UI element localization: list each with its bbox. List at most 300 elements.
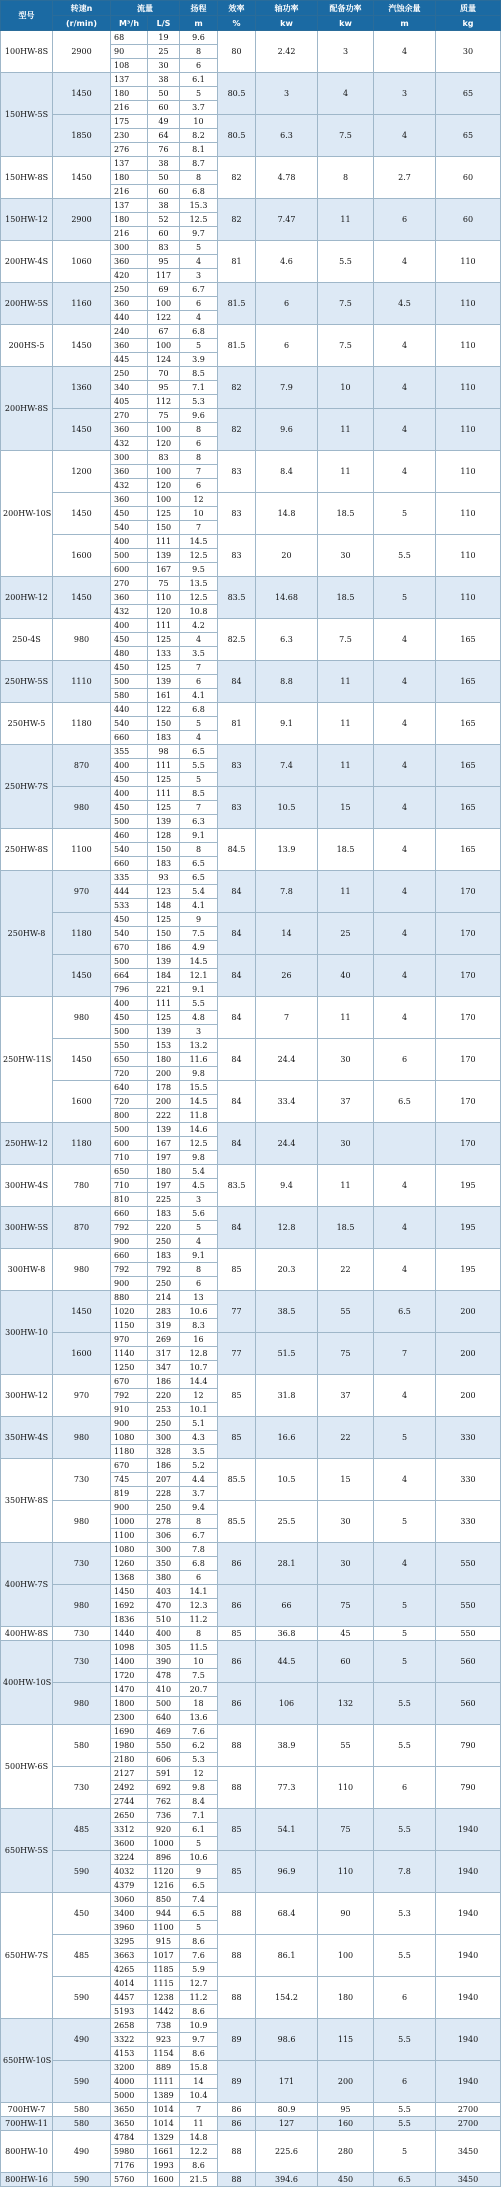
head-cell: 8.6 [180, 2005, 218, 2019]
table-row [1, 1291, 501, 1305]
flow-ls-cell: 124 [148, 353, 180, 367]
flow-ls-cell: 510 [148, 1613, 180, 1627]
flow-ls-cell: 896 [148, 1851, 180, 1865]
speed-cell: 1450 [53, 1039, 111, 1081]
flow-ls-cell: 738 [148, 2019, 180, 2033]
table-row [1, 1893, 501, 1907]
shaft-power-cell: 7.9 [256, 367, 318, 409]
weight-cell: 195 [436, 1249, 501, 1291]
npsh-cell: 4 [374, 703, 436, 745]
speed-cell: 590 [53, 2061, 111, 2103]
weight-cell: 195 [436, 1165, 501, 1207]
flow-ls-cell: 111 [148, 759, 180, 773]
motor-power-cell: 18.5 [318, 493, 374, 535]
head-cell: 8.5 [180, 367, 218, 381]
table-row [1, 1725, 501, 1739]
shaft-power-cell: 13.9 [256, 829, 318, 871]
head-cell: 6 [180, 1277, 218, 1291]
shaft-power-cell: 25.5 [256, 1501, 318, 1543]
header-weight: 质量 [436, 1, 501, 16]
head-cell: 15.3 [180, 199, 218, 213]
speed-cell: 580 [53, 2117, 111, 2131]
flow-ls-cell: 178 [148, 1081, 180, 1095]
head-cell: 6.8 [180, 703, 218, 717]
head-cell: 5.6 [180, 1207, 218, 1221]
flow-ls-cell: 125 [148, 913, 180, 927]
shaft-power-cell: 14 [256, 913, 318, 955]
flow-ls-cell: 93 [148, 871, 180, 885]
head-cell: 10.6 [180, 1851, 218, 1865]
head-cell: 13.6 [180, 1711, 218, 1725]
efficiency-cell: 86 [218, 2117, 256, 2131]
motor-power-cell: 55 [318, 1725, 374, 1767]
efficiency-cell: 88 [218, 1977, 256, 2019]
flow-ls-cell: 52 [148, 213, 180, 227]
head-cell: 8 [180, 1627, 218, 1641]
weight-cell: 1940 [436, 2019, 501, 2061]
head-cell: 3.5 [180, 647, 218, 661]
efficiency-cell: 84 [218, 913, 256, 955]
table-row [1, 1935, 501, 1949]
shaft-power-cell: 12.8 [256, 1207, 318, 1249]
flow-m3h-cell: 5193 [111, 2005, 148, 2019]
flow-m3h-cell: 660 [111, 1249, 148, 1263]
head-cell: 5 [180, 339, 218, 353]
head-cell: 5.1 [180, 1417, 218, 1431]
speed-cell: 580 [53, 1725, 111, 1767]
flow-ls-cell: 120 [148, 479, 180, 493]
flow-m3h-cell: 440 [111, 311, 148, 325]
speed-cell: 730 [53, 1459, 111, 1501]
shaft-power-cell: 54.1 [256, 1809, 318, 1851]
head-cell: 11 [180, 2117, 218, 2131]
flow-ls-cell: 920 [148, 1823, 180, 1837]
model-cell: 350HW-8S [1, 1459, 53, 1543]
flow-ls-cell: 591 [148, 1767, 180, 1781]
header-eff-unit: % [218, 16, 256, 31]
npsh-cell: 6 [374, 1039, 436, 1081]
flow-ls-cell: 400 [148, 1627, 180, 1641]
flow-m3h-cell: 2658 [111, 2019, 148, 2033]
flow-ls-cell: 75 [148, 409, 180, 423]
head-cell: 9.8 [180, 1151, 218, 1165]
flow-m3h-cell: 1260 [111, 1557, 148, 1571]
table-row [1, 115, 501, 129]
head-cell: 5 [180, 773, 218, 787]
table-row [1, 997, 501, 1011]
flow-ls-cell: 95 [148, 255, 180, 269]
weight-cell: 170 [436, 913, 501, 955]
efficiency-cell: 85 [218, 1851, 256, 1893]
flow-m3h-cell: 664 [111, 969, 148, 983]
head-cell: 13 [180, 1291, 218, 1305]
head-cell: 8.4 [180, 1795, 218, 1809]
flow-m3h-cell: 745 [111, 1473, 148, 1487]
efficiency-cell: 84 [218, 1081, 256, 1123]
efficiency-cell: 84 [218, 1123, 256, 1165]
speed-cell: 1450 [53, 577, 111, 619]
flow-ls-cell: 117 [148, 269, 180, 283]
motor-power-cell: 11 [318, 703, 374, 745]
speed-cell: 980 [53, 1501, 111, 1543]
motor-power-cell: 75 [318, 1333, 374, 1375]
npsh-cell: 4 [374, 913, 436, 955]
motor-power-cell: 18.5 [318, 829, 374, 871]
weight-cell: 170 [436, 997, 501, 1039]
motor-power-cell: 30 [318, 1501, 374, 1543]
table-body [1, 31, 501, 2187]
shaft-power-cell: 10.5 [256, 1459, 318, 1501]
flow-m3h-cell: 1470 [111, 1683, 148, 1697]
motor-power-cell: 95 [318, 2103, 374, 2117]
flow-m3h-cell: 405 [111, 395, 148, 409]
flow-m3h-cell: 137 [111, 157, 148, 171]
flow-ls-cell: 139 [148, 1123, 180, 1137]
flow-ls-cell: 923 [148, 2033, 180, 2047]
speed-cell: 1160 [53, 283, 111, 325]
head-cell: 8 [180, 451, 218, 465]
flow-m3h-cell: 240 [111, 325, 148, 339]
head-cell: 9.7 [180, 227, 218, 241]
weight-cell: 110 [436, 577, 501, 619]
efficiency-cell: 83 [218, 787, 256, 829]
head-cell: 6 [180, 1571, 218, 1585]
speed-cell: 580 [53, 2103, 111, 2117]
flow-ls-cell: 100 [148, 493, 180, 507]
shaft-power-cell: 86.1 [256, 1935, 318, 1977]
flow-ls-cell: 220 [148, 1221, 180, 1235]
shaft-power-cell: 80.9 [256, 2103, 318, 2117]
model-cell: 300HW-4S [1, 1165, 53, 1207]
weight-cell: 170 [436, 1123, 501, 1165]
model-cell: 400HW-7S [1, 1543, 53, 1627]
head-cell: 13.2 [180, 1039, 218, 1053]
npsh-cell: 7.8 [374, 1851, 436, 1893]
efficiency-cell: 86 [218, 1641, 256, 1683]
head-cell: 5 [180, 717, 218, 731]
flow-ls-cell: 347 [148, 1361, 180, 1375]
npsh-cell: 6 [374, 199, 436, 241]
efficiency-cell: 83 [218, 451, 256, 493]
weight-cell: 60 [436, 157, 501, 199]
head-cell: 14.4 [180, 1375, 218, 1389]
weight-cell: 60 [436, 199, 501, 241]
speed-cell: 490 [53, 2131, 111, 2173]
table-row [1, 745, 501, 759]
npsh-cell: 6.5 [374, 2173, 436, 2187]
head-cell: 8.7 [180, 157, 218, 171]
head-cell: 10 [180, 115, 218, 129]
table-row [1, 1585, 501, 1599]
head-cell: 9.8 [180, 1781, 218, 1795]
speed-cell: 980 [53, 997, 111, 1039]
weight-cell: 165 [436, 787, 501, 829]
head-cell: 5.3 [180, 1753, 218, 1767]
npsh-cell: 4 [374, 787, 436, 829]
weight-cell: 1940 [436, 1893, 501, 1935]
flow-m3h-cell: 1140 [111, 1347, 148, 1361]
flow-ls-cell: 1111 [148, 2075, 180, 2089]
efficiency-cell: 81.5 [218, 325, 256, 367]
head-cell: 5.3 [180, 395, 218, 409]
weight-cell: 110 [436, 283, 501, 325]
head-cell: 5.2 [180, 1459, 218, 1473]
head-cell: 6.2 [180, 1739, 218, 1753]
npsh-cell: 4 [374, 367, 436, 409]
speed-cell: 980 [53, 1585, 111, 1627]
speed-cell: 2900 [53, 199, 111, 241]
head-cell: 3 [180, 1025, 218, 1039]
flow-m3h-cell: 250 [111, 283, 148, 297]
flow-ls-cell: 300 [148, 1431, 180, 1445]
head-cell: 14.5 [180, 1095, 218, 1109]
weight-cell: 1940 [436, 1809, 501, 1851]
header-motor: 配备功率 [318, 1, 374, 16]
flow-m3h-cell: 796 [111, 983, 148, 997]
flow-m3h-cell: 1690 [111, 1725, 148, 1739]
efficiency-cell: 81.5 [218, 283, 256, 325]
flow-m3h-cell: 180 [111, 171, 148, 185]
weight-cell: 550 [436, 1543, 501, 1585]
flow-m3h-cell: 480 [111, 647, 148, 661]
flow-m3h-cell: 540 [111, 843, 148, 857]
model-cell: 400HW-8S [1, 1627, 53, 1641]
efficiency-cell: 88 [218, 1767, 256, 1809]
head-cell: 12.5 [180, 213, 218, 227]
efficiency-cell: 84 [218, 1207, 256, 1249]
flow-m3h-cell: 500 [111, 815, 148, 829]
head-cell: 8.2 [180, 129, 218, 143]
motor-power-cell: 11 [318, 409, 374, 451]
weight-cell: 110 [436, 409, 501, 451]
flow-ls-cell: 133 [148, 647, 180, 661]
speed-cell: 1600 [53, 1081, 111, 1123]
flow-m3h-cell: 4153 [111, 2047, 148, 2061]
weight-cell: 110 [436, 325, 501, 367]
flow-ls-cell: 76 [148, 143, 180, 157]
head-cell: 4.8 [180, 1011, 218, 1025]
flow-m3h-cell: 500 [111, 1025, 148, 1039]
shaft-power-cell: 68.4 [256, 1893, 318, 1935]
weight-cell: 165 [436, 829, 501, 871]
flow-ls-cell: 111 [148, 619, 180, 633]
motor-power-cell: 37 [318, 1081, 374, 1123]
flow-ls-cell: 139 [148, 815, 180, 829]
head-cell: 6.7 [180, 283, 218, 297]
table-row [1, 283, 501, 297]
flow-m3h-cell: 360 [111, 423, 148, 437]
head-cell: 9.4 [180, 1501, 218, 1515]
motor-power-cell: 3 [318, 31, 374, 73]
motor-power-cell: 22 [318, 1249, 374, 1291]
head-cell: 3 [180, 1193, 218, 1207]
npsh-cell: 4 [374, 871, 436, 913]
weight-cell: 330 [436, 1501, 501, 1543]
head-cell: 9.1 [180, 1249, 218, 1263]
weight-cell: 1940 [436, 2061, 501, 2103]
npsh-cell: 4 [374, 1375, 436, 1417]
weight-cell: 2700 [436, 2117, 501, 2131]
efficiency-cell: 86 [218, 2103, 256, 2117]
speed-cell: 1450 [53, 1291, 111, 1333]
flow-m3h-cell: 660 [111, 857, 148, 871]
flow-ls-cell: 49 [148, 115, 180, 129]
flow-ls-cell: 123 [148, 885, 180, 899]
speed-cell: 1450 [53, 325, 111, 367]
shaft-power-cell: 77.3 [256, 1767, 318, 1809]
head-cell: 6.7 [180, 1529, 218, 1543]
shaft-power-cell: 6 [256, 325, 318, 367]
efficiency-cell: 80.5 [218, 73, 256, 115]
head-cell: 5 [180, 241, 218, 255]
efficiency-cell: 82.5 [218, 619, 256, 661]
flow-ls-cell: 319 [148, 1319, 180, 1333]
head-cell: 3 [180, 269, 218, 283]
flow-ls-cell: 69 [148, 283, 180, 297]
flow-ls-cell: 125 [148, 801, 180, 815]
head-cell: 21.5 [180, 2173, 218, 2187]
flow-m3h-cell: 444 [111, 885, 148, 899]
flow-ls-cell: 167 [148, 1137, 180, 1151]
efficiency-cell: 83 [218, 535, 256, 577]
flow-m3h-cell: 792 [111, 1221, 148, 1235]
flow-ls-cell: 111 [148, 997, 180, 1011]
npsh-cell: 4 [374, 1543, 436, 1585]
header-head-unit: m [180, 16, 218, 31]
flow-ls-cell: 410 [148, 1683, 180, 1697]
flow-ls-cell: 60 [148, 185, 180, 199]
flow-ls-cell: 183 [148, 1207, 180, 1221]
flow-m3h-cell: 2300 [111, 1711, 148, 1725]
flow-m3h-cell: 90 [111, 45, 148, 59]
shaft-power-cell: 6.3 [256, 115, 318, 157]
table-row [1, 2131, 501, 2145]
head-cell: 9.1 [180, 983, 218, 997]
shaft-power-cell: 24.4 [256, 1123, 318, 1165]
head-cell: 10 [180, 1655, 218, 1669]
flow-ls-cell: 83 [148, 241, 180, 255]
flow-ls-cell: 222 [148, 1109, 180, 1123]
flow-ls-cell: 83 [148, 451, 180, 465]
flow-m3h-cell: 5000 [111, 2089, 148, 2103]
npsh-cell: 6 [374, 2061, 436, 2103]
head-cell: 7.6 [180, 1949, 218, 1963]
flow-m3h-cell: 1980 [111, 1739, 148, 1753]
npsh-cell: 5 [374, 1417, 436, 1459]
weight-cell: 165 [436, 619, 501, 661]
flow-ls-cell: 250 [148, 1417, 180, 1431]
speed-cell: 730 [53, 1767, 111, 1809]
head-cell: 10.1 [180, 1403, 218, 1417]
head-cell: 12 [180, 493, 218, 507]
weight-cell: 200 [436, 1375, 501, 1417]
weight-cell: 3450 [436, 2131, 501, 2173]
efficiency-cell: 88 [218, 2131, 256, 2173]
table-row [1, 577, 501, 591]
flow-ls-cell: 125 [148, 633, 180, 647]
flow-m3h-cell: 432 [111, 479, 148, 493]
flow-ls-cell: 317 [148, 1347, 180, 1361]
head-cell: 9.1 [180, 829, 218, 843]
flow-m3h-cell: 450 [111, 633, 148, 647]
flow-m3h-cell: 900 [111, 1277, 148, 1291]
model-cell: 200HW-8S [1, 367, 53, 451]
flow-m3h-cell: 360 [111, 339, 148, 353]
head-cell: 5.4 [180, 1165, 218, 1179]
flow-ls-cell: 150 [148, 927, 180, 941]
head-cell: 12.5 [180, 591, 218, 605]
head-cell: 6.5 [180, 871, 218, 885]
flow-ls-cell: 197 [148, 1179, 180, 1193]
table-header [1, 1, 501, 31]
efficiency-cell: 82 [218, 199, 256, 241]
model-cell: 200HW-5S [1, 283, 53, 325]
flow-m3h-cell: 175 [111, 115, 148, 129]
head-cell: 4.2 [180, 619, 218, 633]
flow-ls-cell: 1216 [148, 1879, 180, 1893]
flow-m3h-cell: 445 [111, 353, 148, 367]
model-cell: 250HW-11S [1, 997, 53, 1123]
flow-m3h-cell: 500 [111, 1123, 148, 1137]
motor-power-cell: 75 [318, 1585, 374, 1627]
flow-ls-cell: 403 [148, 1585, 180, 1599]
speed-cell: 970 [53, 871, 111, 913]
flow-m3h-cell: 300 [111, 451, 148, 465]
flow-ls-cell: 269 [148, 1333, 180, 1347]
speed-cell: 980 [53, 619, 111, 661]
flow-m3h-cell: 4265 [111, 1963, 148, 1977]
motor-power-cell: 25 [318, 913, 374, 955]
shaft-power-cell: 33.4 [256, 1081, 318, 1123]
flow-ls-cell: 380 [148, 1571, 180, 1585]
model-cell: 300HW-10 [1, 1291, 53, 1375]
weight-cell: 30 [436, 31, 501, 73]
header-npsh-unit: m [374, 16, 436, 31]
model-cell: 350HW-4S [1, 1417, 53, 1459]
flow-m3h-cell: 3295 [111, 1935, 148, 1949]
flow-m3h-cell: 4784 [111, 2131, 148, 2145]
model-cell: 250HW-5S [1, 661, 53, 703]
head-cell: 14.8 [180, 2131, 218, 2145]
flow-ls-cell: 221 [148, 983, 180, 997]
flow-m3h-cell: 440 [111, 703, 148, 717]
table-row [1, 661, 501, 675]
flow-m3h-cell: 600 [111, 563, 148, 577]
model-cell: 400HW-10S [1, 1641, 53, 1725]
efficiency-cell: 83.5 [218, 577, 256, 619]
head-cell: 3.9 [180, 353, 218, 367]
weight-cell: 110 [436, 367, 501, 409]
model-cell: 650HW-10S [1, 2019, 53, 2103]
head-cell: 7.5 [180, 927, 218, 941]
flow-ls-cell: 197 [148, 1151, 180, 1165]
shaft-power-cell: 24.4 [256, 1039, 318, 1081]
shaft-power-cell: 127 [256, 2117, 318, 2131]
weight-cell: 65 [436, 73, 501, 115]
motor-power-cell: 11 [318, 661, 374, 703]
header-flow: 流量 [111, 1, 180, 16]
flow-ls-cell: 1100 [148, 1921, 180, 1935]
flow-ls-cell: 736 [148, 1809, 180, 1823]
flow-m3h-cell: 810 [111, 1193, 148, 1207]
head-cell: 9.7 [180, 2033, 218, 2047]
flow-ls-cell: 1329 [148, 2131, 180, 2145]
flow-ls-cell: 186 [148, 1459, 180, 1473]
head-cell: 11.2 [180, 1613, 218, 1627]
efficiency-cell: 85 [218, 1249, 256, 1291]
shaft-power-cell: 38.5 [256, 1291, 318, 1333]
head-cell: 8.6 [180, 2047, 218, 2061]
